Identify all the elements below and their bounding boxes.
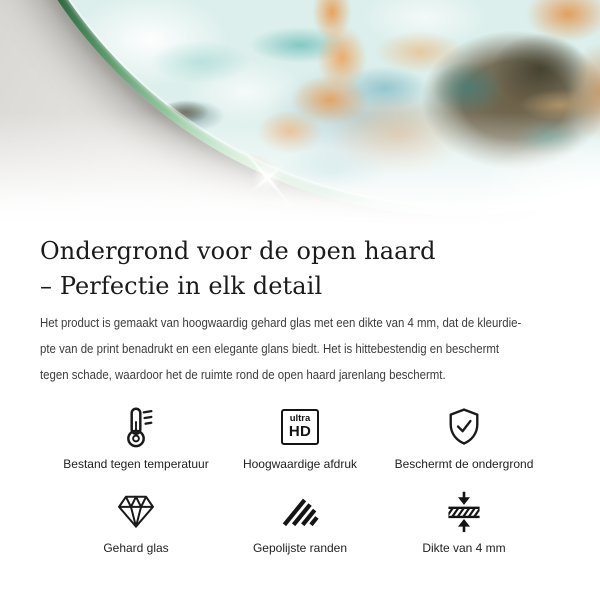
feature-label: Gepolijste randen <box>252 541 348 555</box>
ultra-hd-badge-bottom: HD <box>288 423 312 440</box>
feature-label: Dikte van 4 mm <box>422 541 506 555</box>
feature-grid <box>54 403 546 555</box>
page-title-line1: Ondergrond voor de open haard <box>40 237 436 265</box>
product-description <box>40 310 560 388</box>
thickness-icon <box>442 487 486 534</box>
polished-edges-icon <box>277 487 323 534</box>
feature-polished-edges <box>218 487 382 555</box>
feature-label: Beschermt de ondergrond <box>394 457 534 471</box>
hero-white-fade <box>0 0 600 225</box>
feature-label: Gehard glas <box>103 541 169 555</box>
feature-thickness <box>382 487 546 555</box>
ultra-hd-icon <box>281 403 319 450</box>
description-line: Het product is gemaakt van hoogwaardig gehard glas met een dikte van 4 mm, dat de kleurdie- <box>40 316 522 330</box>
shield-check-icon <box>442 403 486 450</box>
diamond-icon <box>113 487 159 534</box>
ultra-hd-badge <box>281 409 319 445</box>
feature-print-quality <box>218 403 382 471</box>
feature-label: Hoogwaardige afdruk <box>242 457 358 471</box>
product-info-section <box>0 225 600 555</box>
description-line: tegen schade, waardoor het de ruimte rond de open haard jarenlang beschermt. <box>40 368 446 382</box>
ultra-hd-badge-top: ultra <box>289 413 311 424</box>
feature-protection <box>382 403 546 471</box>
feature-label: Bestand tegen temperatuur <box>63 457 209 471</box>
page-title-line2: – Perfectie in elk detail <box>40 272 323 300</box>
feature-temperature <box>54 403 218 471</box>
page-title <box>40 234 560 304</box>
hero-product-image <box>0 0 600 225</box>
thermometer-icon <box>113 403 159 450</box>
description-line: pte van de print benadrukt en een elegante glans biedt. Het is hittebestendig en beschermt <box>40 342 500 356</box>
feature-tempered-glass <box>54 487 218 555</box>
